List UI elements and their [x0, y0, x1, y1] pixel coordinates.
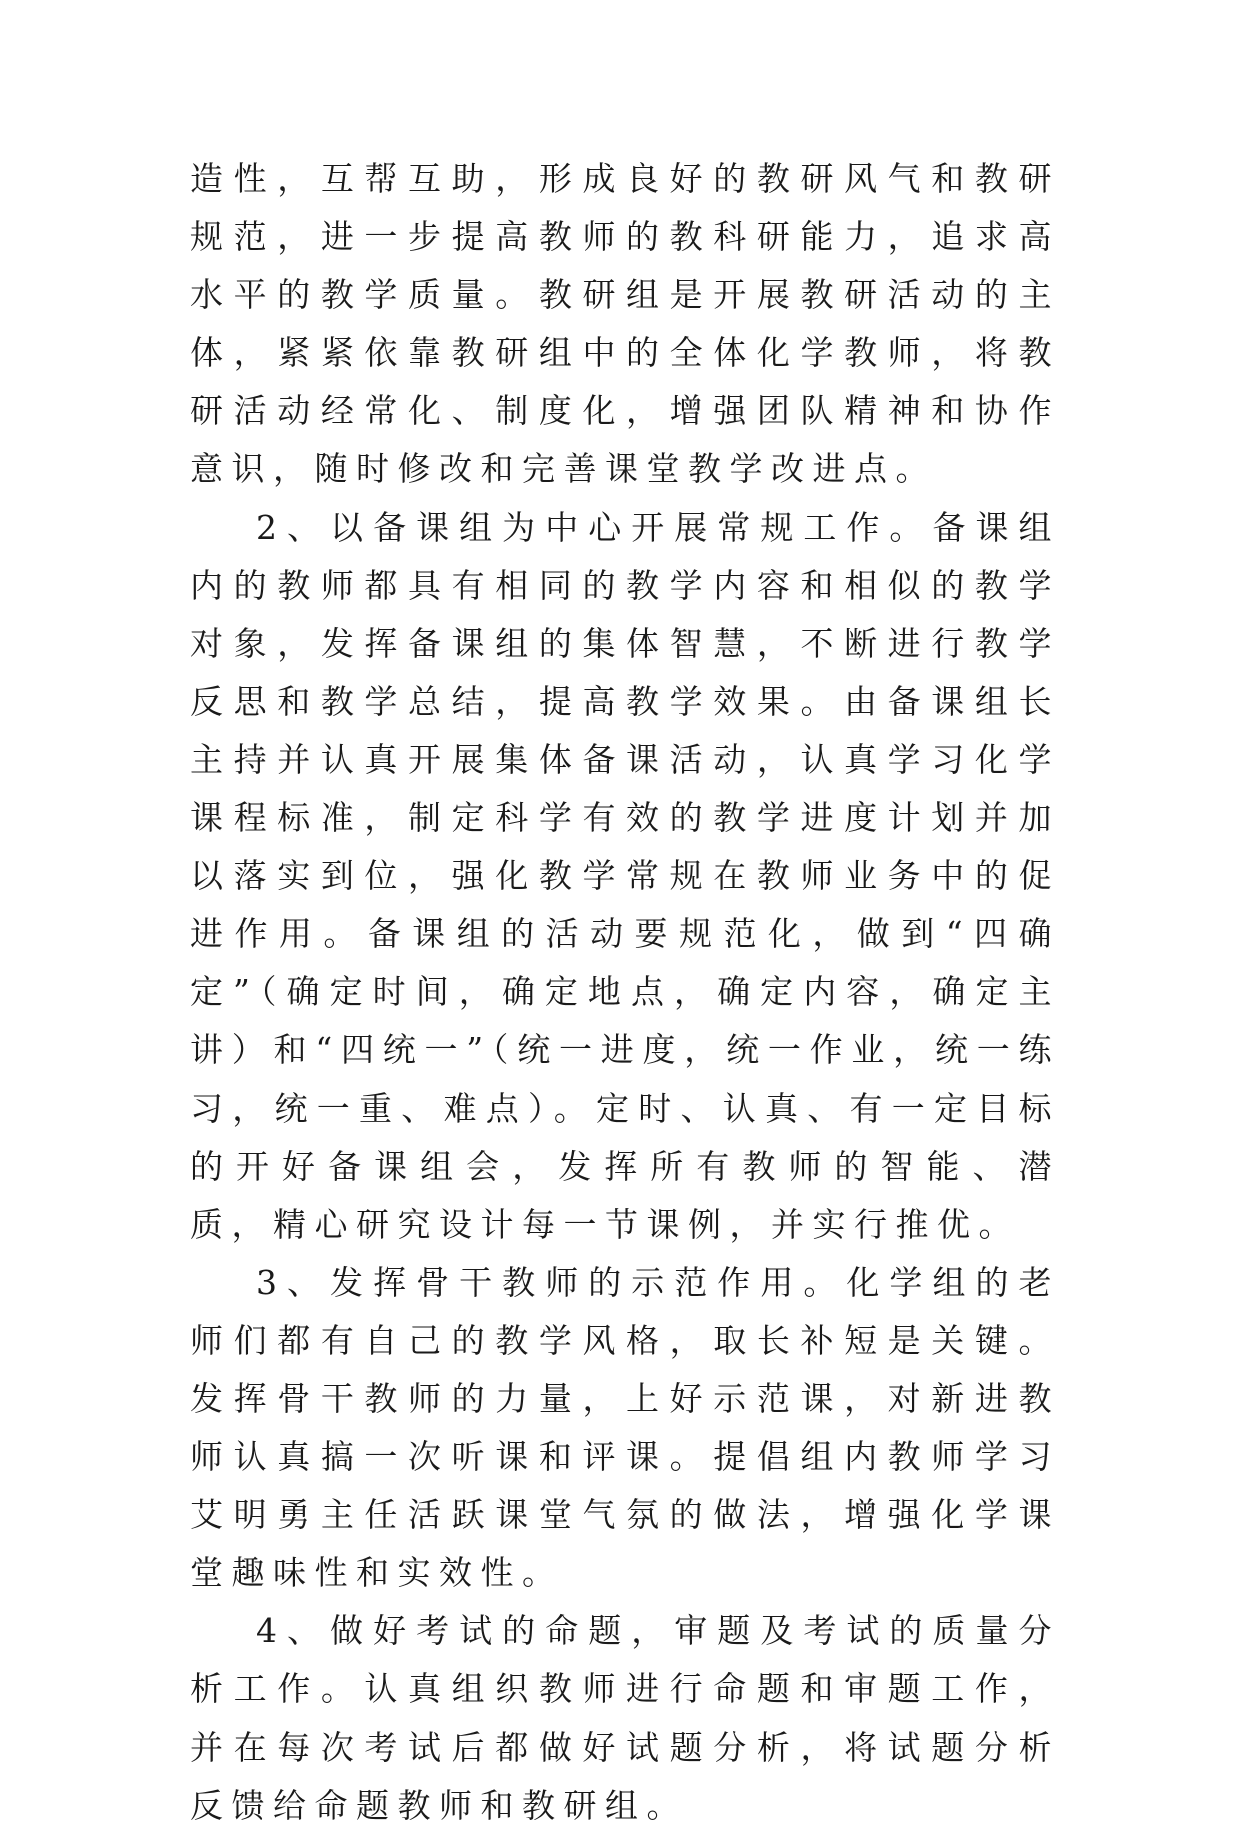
paragraph-item-2: 2、以备课组为中心开展常规工作。备课组内的教师都具有相同的教学内容和相似的教学对象，发挥备课组的集体智慧，不断进行教学反思和教学总结，提高教学效果。由备课组长主持并认真开展集体备课活动，认真学习化学课程标准，制定科学有效的教学进度计划并加以落实到位，强化教学常规在教师业务中的促进作用。备课组的活动要规范化，做到“四确定”（确定时间，确定地点，确定内容，确定主讲）和“四统一”（统一进度，统一作业，统一练习，统一重、难点）。定时、认真、有一定目标的开好备课组会，发挥所有教师的智能、潜质，精心研究设计每一节课例，并实行推优。	[190, 507, 1060, 1244]
paragraph-item-3: 3、发挥骨干教师的示范作用。化学组的老师们都有自己的教学风格，取长补短是关键。发挥骨干教师的力量，上好示范课，对新进教师认真搞一次听课和评课。提倡组内教师学习艾明勇主任活跃课堂气氛的做法，增强化学课堂趣味性和实效性。	[190, 1262, 1060, 1593]
document-body	[190, 150, 1060, 1835]
paragraph-continuation: 造性，互帮互助，形成良好的教研风气和教研规范，进一步提高教师的教科研能力，追求高水平的教学质量。教研组是开展教研活动的主体，紧紧依靠教研组中的全体化学教师，将教研活动经常化、制度化，增强团队精神和协作意识，随时修改和完善课堂教学改进点。	[190, 159, 1060, 489]
paragraph-item-4: 4、做好考试的命题，审题及考试的质量分析工作。认真组织教师进行命题和审题工作，并在每次考试后都做好试题分析，将试题分析反馈给命题教师和教研组。	[190, 1611, 1060, 1825]
